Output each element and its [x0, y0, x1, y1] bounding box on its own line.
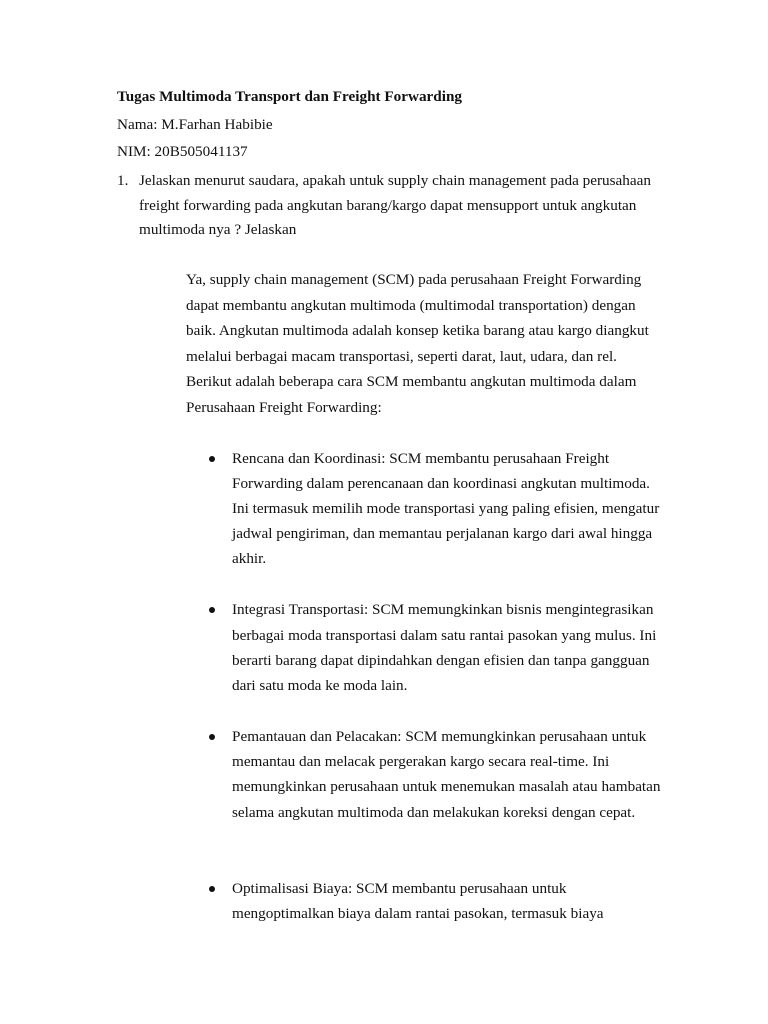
- bullet-icon: [209, 456, 215, 462]
- question-number: 1.: [117, 172, 129, 189]
- answer-line: Berikut adalah beberapa cara SCM membantu angkutan multimoda dalam: [186, 373, 637, 390]
- question-line: Jelaskan menurut saudara, apakah untuk supply chain management pada perusahaan: [139, 172, 651, 189]
- bullet-line: Pemantauan dan Pelacakan: SCM memungkinkan perusahaan untuk: [232, 728, 647, 745]
- question-line: freight forwarding pada angkutan barang/kargo dapat mensupport untuk angkutan: [139, 197, 637, 214]
- bullet-icon: [209, 886, 215, 892]
- student-nim: NIM: 20B505041137: [117, 143, 248, 160]
- bullet-line: Forwarding dalam perencanaan dan koordinasi angkutan multimoda.: [232, 475, 650, 492]
- answer-line: melalui berbagai macam transportasi, seperti darat, laut, udara, dan rel.: [186, 348, 617, 365]
- question-line: multimoda nya ? Jelaskan: [139, 221, 297, 238]
- bullet-line: selama angkutan multimoda dan melakukan koreksi dengan cepat.: [232, 804, 636, 821]
- bullet-line: dari satu moda ke moda lain.: [232, 677, 408, 694]
- bullet-line: Optimalisasi Biaya: SCM membantu perusahaan untuk: [232, 880, 567, 897]
- bullet-icon: [209, 734, 215, 740]
- bullet-line: Integrasi Transportasi: SCM memungkinkan bisnis mengintegrasikan: [232, 601, 654, 618]
- bullet-line: berarti barang dapat dipindahkan dengan efisien dan tanpa gangguan: [232, 652, 650, 669]
- bullet-line: mengoptimalkan biaya dalam rantai pasokan, termasuk biaya: [232, 905, 604, 922]
- answer-line: baik. Angkutan multimoda adalah konsep ketika barang atau kargo diangkut: [186, 322, 649, 339]
- bullet-line: berbagai moda transportasi dalam satu rantai pasokan yang mulus. Ini: [232, 627, 657, 644]
- answer-line: dapat membantu angkutan multimoda (multimodal transportation) dengan: [186, 297, 636, 314]
- student-name: Nama: M.Farhan Habibie: [117, 116, 273, 133]
- bullet-line: Rencana dan Koordinasi: SCM membantu perusahaan Freight: [232, 450, 610, 467]
- document-title: Tugas Multimoda Transport dan Freight Forwarding: [117, 88, 462, 105]
- bullet-icon: [209, 607, 215, 613]
- bullet-line: memantau dan melacak pergerakan kargo secara real-time. Ini: [232, 753, 610, 770]
- bullet-line: Ini termasuk memilih mode transportasi yang paling efisien, mengatur: [232, 500, 660, 517]
- bullet-line: akhir.: [232, 550, 267, 567]
- answer-line: Perusahaan Freight Forwarding:: [186, 399, 382, 416]
- bullet-line: memungkinkan perusahaan untuk menemukan masalah atau hambatan: [232, 778, 661, 795]
- answer-line: Ya, supply chain management (SCM) pada perusahaan Freight Forwarding: [186, 271, 642, 288]
- bullet-line: jadwal pengiriman, dan memantau perjalanan kargo dari awal hingga: [232, 525, 653, 542]
